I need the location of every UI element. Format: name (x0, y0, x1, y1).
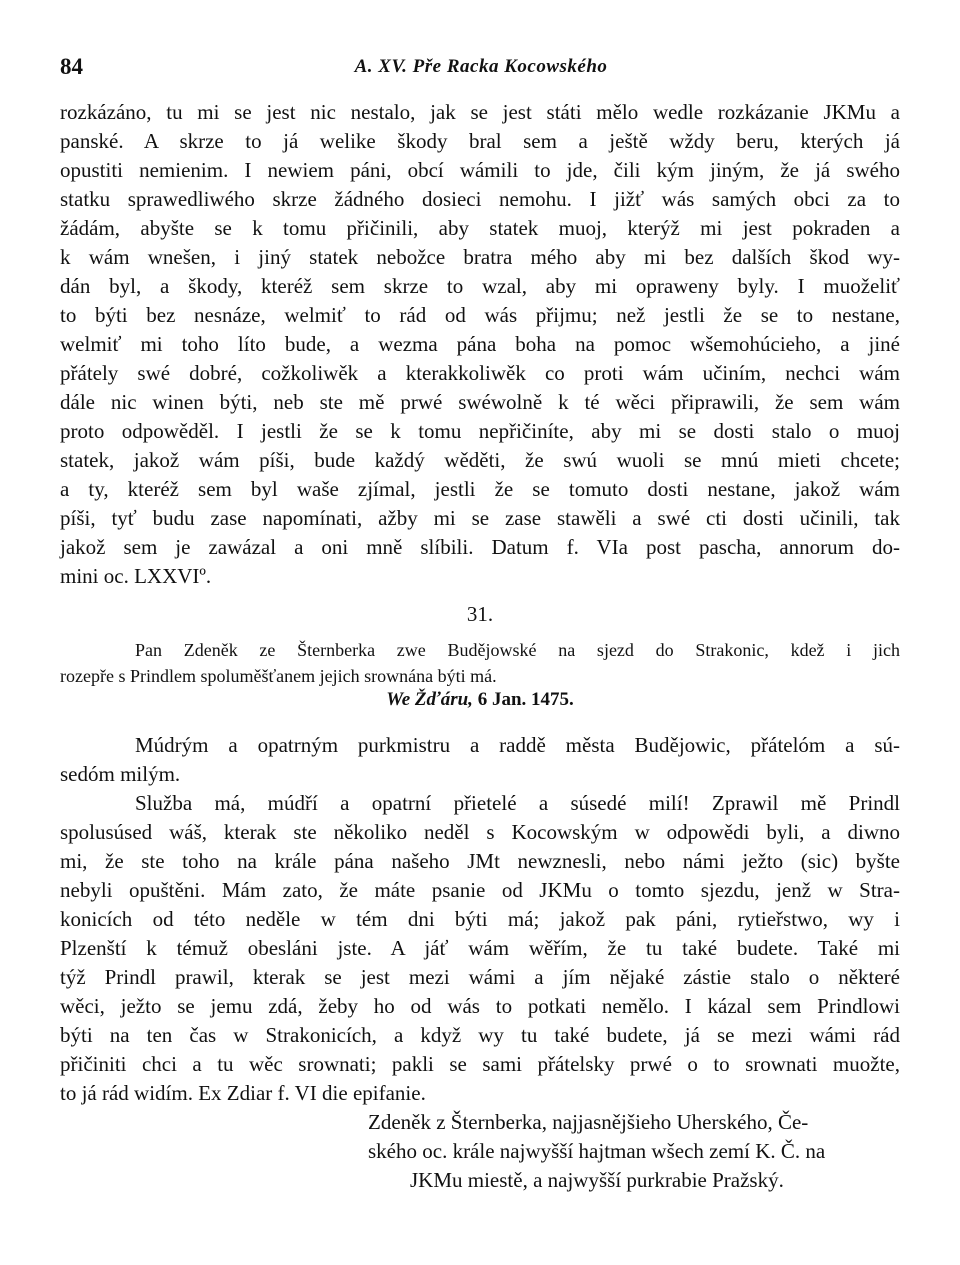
page-number: 84 (60, 54, 83, 79)
text-line: wěci, ježto se jemu zdá, žeby ho od wás to potkati nemělo. I kázal sem Prindlowi (60, 994, 900, 1018)
address-line: sedóm milým. (60, 762, 181, 786)
text-line: přátely swé dobré, cožkoliwěk a kterakkoliwěk co proti wám učiním, nechci wám (60, 361, 900, 385)
address-line: Múdrým a opatrným purkmistru a raddě města Budějowic, přátelóm a sú- (135, 733, 900, 757)
text-line: píši, tyť budu zase napomínati, ažby mi se zase stawěli a swé cti dosti učinili, tak (60, 506, 900, 530)
text-line: welmiť mi toho líto bude, a wezma pána boha na pomoc wšemohúcieho, a jiné (60, 332, 900, 356)
dateline-date: 6 Jan. 1475. (477, 689, 574, 710)
page-header (60, 54, 902, 86)
running-title: A. XV. Pře Racka Kocowského (354, 56, 608, 77)
text-line: k wám wnešen, i jiný statek nebožce bratra mého aby mi bez dalších škod wy- (60, 245, 900, 269)
document-rubric: Pan Zdeněk ze Šternberka zwe Budějowské na sjezd do Strakonic, kdež i jich (135, 640, 900, 660)
text-line: rozkázáno, tu mi se jest nic nestalo, jak se jest státi mělo wedle rozkázanie JKMu a (60, 100, 900, 124)
text-line: konicích od této neděle w tém dni býti má; jakož pak páni, rytieřstwo, wy i (60, 907, 900, 931)
signature-line: ského oc. krále najwyšší hajtman wšech zemí K. Č. na (368, 1139, 826, 1163)
document-dateline (60, 687, 900, 713)
text-line: přičiniti chci a tu wěc srownati; pakli se sami přátelsky prwé o to srownati muožte, (60, 1052, 900, 1076)
text-line: býti na ten čas w Strakonicích, a když wy tu také budete, já se mezi wámi rád (60, 1023, 900, 1047)
text-line: nebyli opuštěni. Mám zato, že máte psanie od JKMu o tomto sjezdu, jenž w Stra- (60, 878, 900, 902)
text-line: to já rád widím. Ex Zdiar f. VI die epifanie. (60, 1081, 426, 1105)
signature-line: JKMu miestě, a najwyšší purkrabie Pražský. (410, 1168, 784, 1192)
text-line: panské. A skrze to já welike škody bral sem a ještě wždy beru, kterých já (60, 129, 900, 153)
text-line: mini oc. LXXVIº. (60, 564, 212, 588)
text-line: žádám, abyšte se k tomu přičinili, aby statek muoj, kterýž mi jest pokraden a (60, 216, 900, 240)
signature-line: Zdeněk z Šternberka, najjasnějšieho Uherského, Če- (368, 1110, 809, 1134)
text-line: opustiti nemienim. I newiem páni, obcí wámili to jde, čili kým jiným, že já swého (60, 158, 900, 182)
document-number: 31. (466, 602, 494, 626)
text-line: Plzenští k témuž obesláni jste. A jáť wám wěřím, že tu také budete. Také mi (60, 936, 900, 960)
text-line: to býti bez nesnáze, welmiť to rád od wás přijmu; než jestli že se to nestane, (60, 303, 900, 327)
text-line: a ty, kteréž sem byl waše zjímal, jestli že se tomuto dosti nestane, jakož wám (60, 477, 900, 501)
text-line: mi, že ste toho na krále pána našeho JMt newznesli, nebo námi ježto (sic) byšte (60, 849, 900, 873)
dateline-place: We Žďáru, (386, 689, 473, 710)
text-line: spolusúsed wáš, kterak ste několiko neděl s Kocowským w odpowědi byli, a diwno (60, 820, 900, 844)
text-line: dán byl, a škody, kteréž sem skrze to wzal, aby mi opraweny byly. I muoželiť (60, 274, 900, 298)
text-line: týž Prindl prawil, kterak se jest mezi wámi a jím nějaké zástie stalo o některé (60, 965, 900, 989)
text-line: jakož sem je zawázal a oni mně slíbili. Datum f. VIa post pascha, annorum do- (60, 535, 900, 559)
text-line: dále nic winen býti, neb ste mě prwé swéwolně k té wěci připrawili, že sem wám (60, 390, 900, 414)
text-line: proto odpowěděl. I jestli že se k tomu nepřičiníte, aby mi se dosti stalo o muoj (60, 419, 900, 443)
text-line: statek, jakož wám píši, bude každý wěděti, že swú wuoli se mnú mieti chcete; (60, 448, 900, 472)
text-line: statku sprawedliwého skrze žádného dosieci nemohu. I jižť wás samých obci za to (60, 187, 900, 211)
document-rubric: rozepře s Prindlem spoluměšťanem jejich srownána býti má. (60, 666, 497, 686)
text-line: Služba má, múdří a opatrní přietelé a súsedé milí! Zprawil mě Prindl (135, 791, 900, 815)
